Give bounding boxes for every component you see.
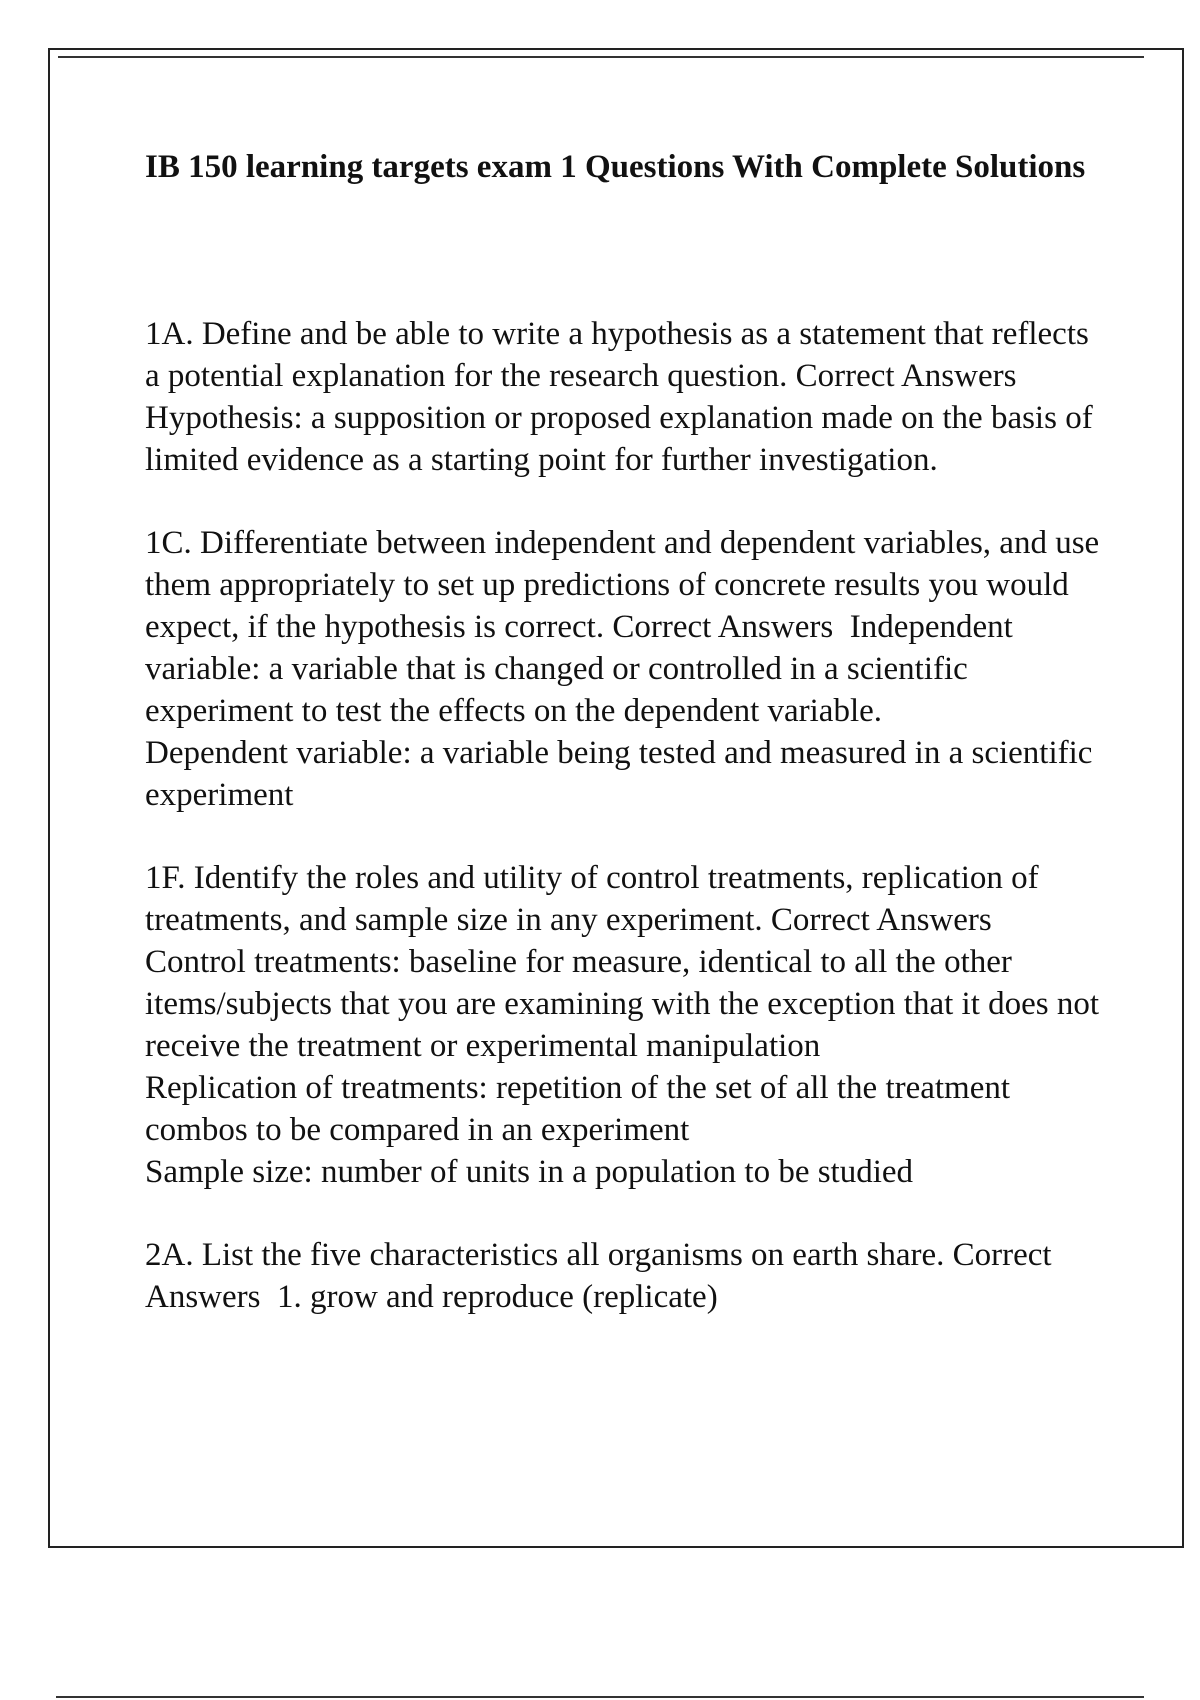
question-1f-sample-size: Sample size: number of units in a population to be studied: [145, 1154, 914, 1190]
question-2a: [145, 1234, 1105, 1318]
top-rule: [58, 56, 1144, 58]
bottom-rule: [56, 1696, 1144, 1698]
question-1f-replication: Replication of treatments: repetition of the set of all the treatment combos to be compared in an experiment: [145, 1070, 1019, 1148]
question-2a-text: 2A. List the five characteristics all organisms on earth share. Correct Answers 1. grow and reproduce (replicate): [145, 1237, 1059, 1315]
question-1a-text: 1A. Define and be able to write a hypothesis as a statement that reflects a potential explanation for the research question. Correct Answers Hypothesis: a supposition or proposed explanation made on the basis of limited evidence as a starting point for further investigation.: [145, 316, 1101, 478]
question-1a: [145, 313, 1105, 481]
question-1c: [145, 522, 1108, 816]
document-title: IB 150 learning targets exam 1 Questions With Complete Solutions: [145, 149, 1086, 185]
question-1f: [145, 857, 1108, 1193]
question-1c-dependent-variable: Dependent variable: a variable being tested and measured in a scientific experiment: [145, 735, 1101, 813]
question-1c-text: 1C. Differentiate between independent and dependent variables, and use them appropriately to set up predictions of concrete results you would expect, if the hypothesis is correct. Correct Answers Independent variable: a variable that is changed or controlled in a scientific experiment to test the effects on the dependent variable.: [145, 525, 1108, 729]
question-1f-text: 1F. Identify the roles and utility of control treatments, replication of treatments, and sample size in any experiment. Correct Answers Control treatments: baseline for measure, identical to all the other items/subjects that you are examining with the exception that it does not receive the treatment or experimental manipulation: [145, 860, 1108, 1064]
document-body: [145, 313, 1108, 1359]
